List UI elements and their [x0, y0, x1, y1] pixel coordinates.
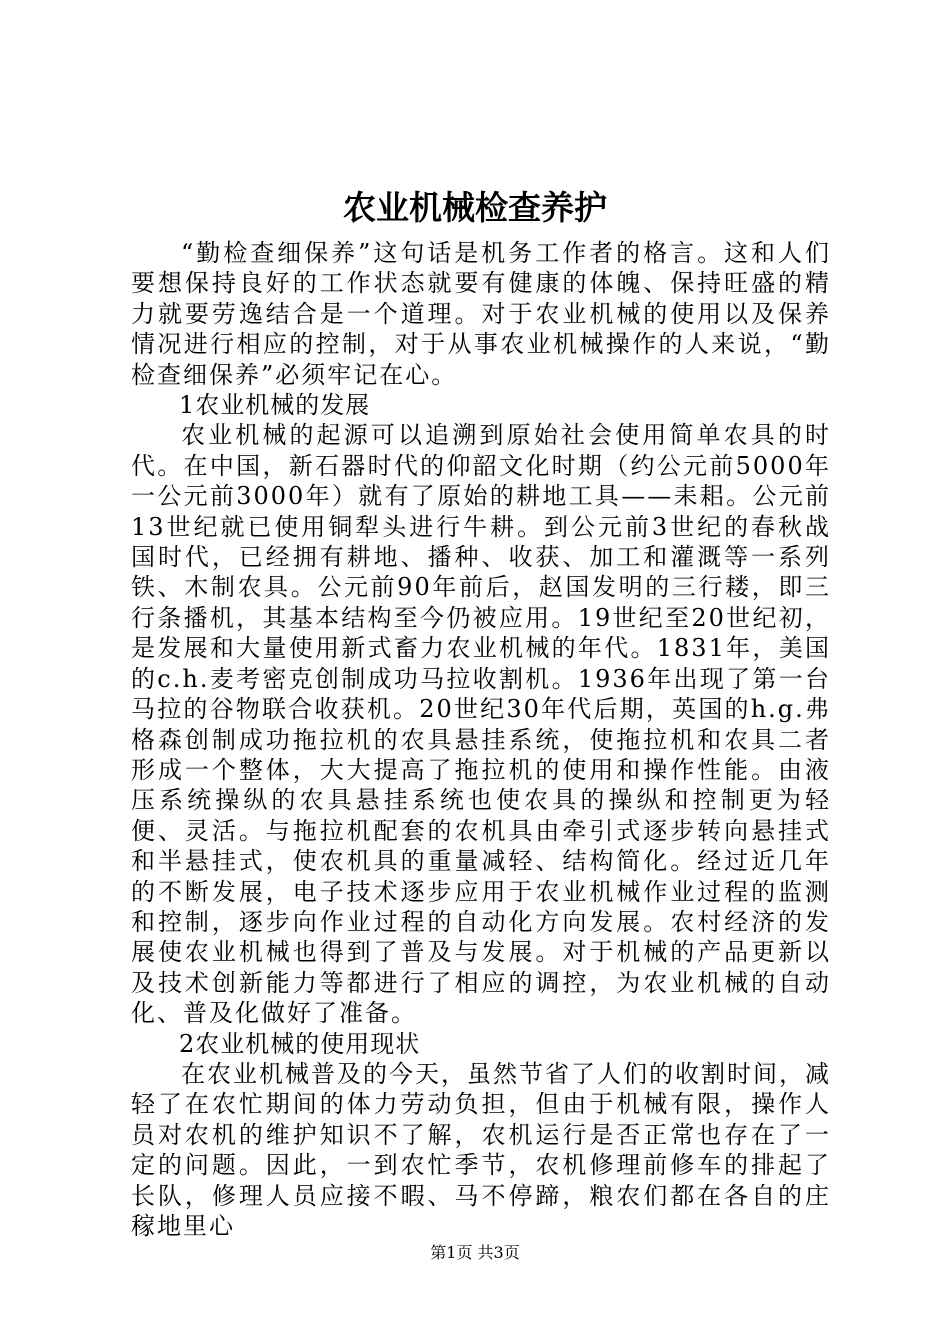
- page-number-footer: 第1页 共3页: [430, 1243, 520, 1262]
- document-title: 农业机械检查养护: [343, 188, 607, 227]
- intro-paragraph: “勤检查细保养”这句话是机务工作者的格言。这和人们要想保持良好的工作状态就要有健康的体魄、保持旺盛的精力就要劳逸结合是一个道理。对于农业机械的使用以及保养情况进行相应的控制，对于从事农业机械操作的人来说，“勤检查细保养”必须牢记在心。: [131, 239, 831, 389]
- development-paragraph: 农业机械的起源可以追溯到原始社会使用简单农具的时代。在中国，新石器时代的仰韶文化时期（约公元前5000年一公元前3000年）就有了原始的耕地工具——耒耜。公元前13世纪就已使用铜犁头进行牛耕。到公元前3世纪的春秋战国时代，已经拥有耕地、播种、收获、加工和灌溉等一系列铁、木制农具。公元前90年前后，赵国发明的三行耧，即三行条播机，其基本结构至今仍被应用。19世纪至20世纪初，是发展和大量使用新式畜力农业机械的年代。1831年，美国的c.h.麦考密克创制成功马拉收割机。1936年出现了第一台马拉的谷物联合收获机。20世纪30年代后期，英国的h.g.弗格森创制成功拖拉机的农具悬挂系统，使拖拉机和农具二者形成一个整体，大大提高了拖拉机的使用和操作性能。由液压系统操纵的农具悬挂系统也使农具的操纵和控制更为轻便、灵活。与拖拉机配套的农机具由牵引式逐步转向悬挂式和半悬挂式，使农机具的重量减轻、结构简化。经过近几年的不断发展，电子技术逐步应用于农业机械作业过程的监测和控制，逐步向作业过程的自动化方向发展。农村经济的发展使农业机械也得到了普及与发展。对于机械的产品更新以及技术创新能力等都进行了相应的调控，为农业机械的自动化、普及化做好了准备。: [131, 421, 831, 1028]
- section-heading-usage-status: 2农业机械的使用现状: [179, 1029, 421, 1058]
- section-heading-development: 1农业机械的发展: [179, 391, 371, 420]
- usage-status-paragraph: 在农业机械普及的今天，虽然节省了人们的收割时间，减轻了在农忙期间的体力劳动负担，但由于机械有限，操作人员对农机的维护知识不了解，农机运行是否正常也存在了一定的问题。因此，一到农忙季节，农机修理前修车的排起了长队，修理人员应接不暇、马不停蹄，粮农们都在各自的庄稼地里心: [131, 1059, 831, 1240]
- document-body: [131, 238, 831, 1241]
